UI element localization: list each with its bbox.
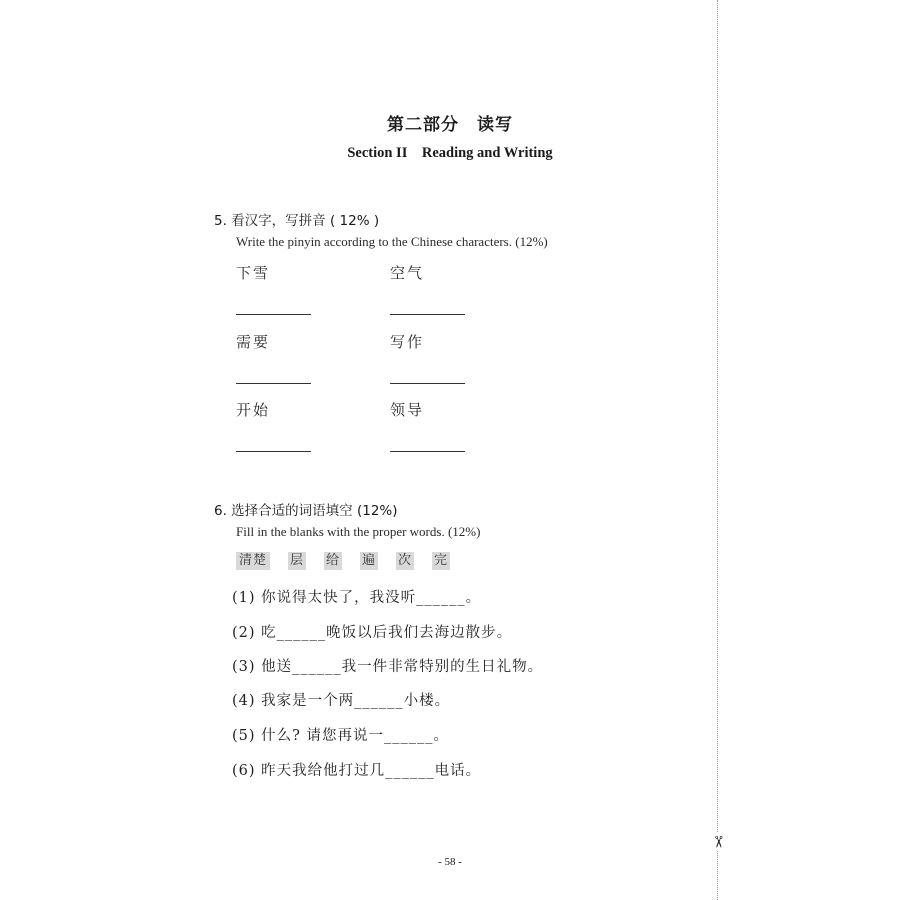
word-item: 领导 — [390, 401, 425, 419]
pinyin-blank[interactable] — [390, 314, 465, 315]
word-item: 写作 — [390, 333, 425, 351]
section-title-en: Section II Reading and Writing — [347, 145, 553, 161]
fill-blank-sentence: (3) 他送______我一件非常特别的生日礼物。 — [232, 659, 544, 675]
word-item: 下雪 — [236, 264, 271, 282]
question-5-instruction: Write the pinyin according to the Chinese characters. (12%) — [236, 234, 548, 249]
word-item: 空气 — [390, 264, 425, 282]
word-item: 开始 — [236, 401, 271, 419]
cut-line — [717, 0, 718, 900]
scissors-icon: ✂ — [708, 833, 728, 851]
word-option: 次 — [397, 553, 412, 568]
question-5-heading: 5. 看汉字，写拼音 ( 12% ) — [214, 213, 380, 229]
question-6-instruction: Fill in the blanks with the proper words. (12%) — [236, 524, 481, 539]
pinyin-blank[interactable] — [390, 383, 465, 384]
word-item: 需要 — [236, 333, 271, 351]
word-option: 给 — [325, 553, 340, 568]
fill-blank-sentence: (6) 昨天我给他打过几______电话。 — [232, 763, 482, 779]
pinyin-blank[interactable] — [390, 451, 465, 452]
word-option: 完 — [433, 553, 448, 568]
pinyin-blank[interactable] — [236, 383, 311, 384]
fill-blank-sentence: (5) 什么? 请您再说一______。 — [232, 728, 450, 744]
question-6-heading: 6. 选择合适的词语填空 (12%) — [214, 503, 398, 519]
fill-blank-sentence: (1) 你说得太快了，我没听______。 — [232, 590, 482, 606]
fill-blank-sentence: (4) 我家是一个两______小楼。 — [232, 693, 451, 709]
word-option: 遍 — [361, 553, 376, 568]
pinyin-blank[interactable] — [236, 314, 311, 315]
fill-blank-sentence: (2) 吃______晚饭以后我们去海边散步。 — [232, 625, 513, 641]
page-number: - 58 - — [438, 856, 462, 868]
pinyin-blank[interactable] — [236, 451, 311, 452]
section-title-cn: 第二部分 读写 — [387, 115, 513, 135]
word-option: 层 — [289, 553, 304, 568]
word-option: 清楚 — [236, 552, 270, 570]
